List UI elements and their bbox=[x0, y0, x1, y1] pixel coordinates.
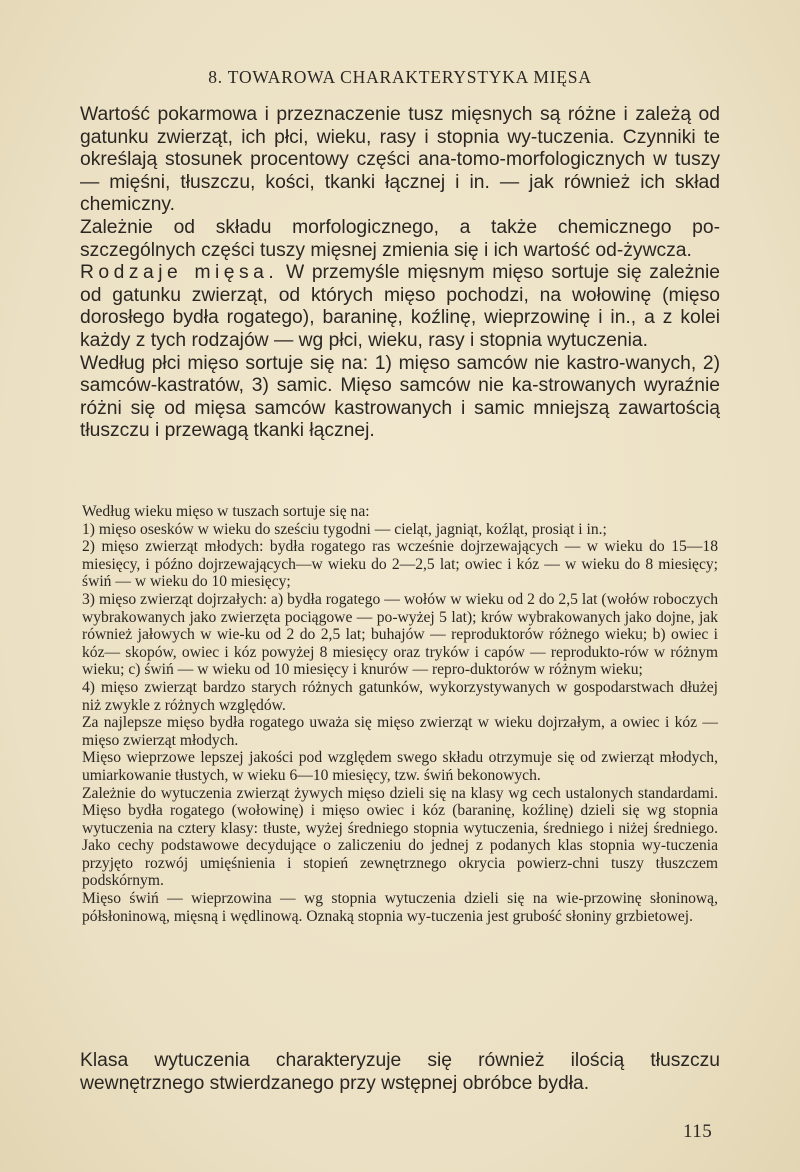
small-print-block bbox=[82, 503, 718, 925]
paragraph-fat-class: Klasa wytuczenia charakteryzuje się również ilością tłuszczu wewnętrznego stwierdzanego przy wstępnej obróbce bydła. bbox=[80, 1050, 720, 1094]
small-paragraph: Za najlepsze mięso bydła rogatego uważa się mięso zwierząt w wieku dojrzałym, a owiec i kóz — mięso zwierząt młodych. bbox=[82, 714, 718, 749]
small-paragraph: 1) mięso osesków w wieku do sześciu tygodni — cieląt, jagniąt, koźląt, prosiąt i in.; bbox=[82, 520, 607, 538]
paragraph-nutritional-value: Wartość pokarmowa i przeznaczenie tusz mięsnych są różne i zależą od gatunku zwierząt, ich płci, wieku, rasy i stopnia wy-tuczenia. Czynniki te określają stosunek procentowy części ana-tomo-morfologicznych w tuszy — mięśni, tłuszczu, kości, tkanki łącznej i in. — jak również ich skład chemiczny. bbox=[80, 104, 720, 216]
small-paragraph: Według wieku mięso w tuszach sortuje się na: bbox=[82, 503, 370, 520]
running-header: 8. TOWAROWA CHARAKTERYSTYKA MIĘSA bbox=[208, 67, 592, 87]
paragraph-meat-types bbox=[80, 262, 720, 352]
small-paragraph: Mięso wieprzowe lepszej jakości pod względem swego składu otrzymuje się od zwierząt młodych, umiarkowanie tłustych, w wieku 6—10 miesięcy, tzw. świń bekonowych. bbox=[82, 749, 718, 784]
small-paragraph: 4) mięso zwierząt bardzo starych różnych gatunków, wykorzystywanych w gospodarstwach dłużej niż zwykle z różnych względów. bbox=[82, 678, 718, 714]
body-text-bottom bbox=[80, 1050, 720, 1095]
paragraph-morphology: Zależnie od składu morfologicznego, a także chemicznego po-szczególnych części tuszy mięsnej zmienia się i ich wartość od-żywcza. bbox=[80, 216, 720, 261]
page-number: 115 bbox=[683, 1121, 713, 1142]
small-paragraph: 2) mięso zwierząt młodych: bydła rogatego ras wcześnie dojrzewających — w wieku do 15—18 miesięcy, i późno dojrzewających—w wieku do 2—2,5 lat; owiec i kóz — w wieku do 8 miesięcy; świń — w wieku do 10 miesięcy; bbox=[82, 538, 718, 591]
small-paragraph: Mięso świń — wieprzowina — wg stopnia wytuczenia dzieli się na wie-przowinę słoninową, półsłoninową, mięsną i wędlinową. Oznaką stopnia wy-tuczenia jest grubość słoniny grzbietowej. bbox=[82, 890, 718, 925]
paragraph-sex-sorting: Według płci mięso sortuje się na: 1) mięso samców nie kastro-wanych, 2) samców-kastratów, 3) samic. Mięso samców nie ka-strowanych wyraźnie różni się od mięsa samców kastrowanych i samic mniejszą zawartością tłuszczu i przewagą tkanki łącznej. bbox=[80, 352, 720, 442]
small-paragraph: Zależnie do wytuczenia zwierząt żywych mięso dzieli się na klasy wg cech ustalonych standardami. Mięso bydła rogatego (wołowinę) i mięso owiec i kóz (baraninę, koźlinę) dzieli się wg stopnia wytuczenia na cztery klasy: tłuste, wyżej średniego stopnia wytuczenia, średniego i niżej średniego. Jako cechy podstawowe decydujące o zaliczeniu do jednej z podanych klas stopnia wy-tuczenia przyjęto rozwój umięśnienia i stopień zewnętrznego okrycia powierz-chni tuszy tłuszczem podskórnym. bbox=[82, 784, 718, 890]
small-paragraph: 3) mięso zwierząt dojrzałych: a) bydła rogatego — wołów w wieku od 2 do 2,5 lat (wołów roboczych wybrakowanych jako zwierzęta pociągowe — po-wyżej 5 lat); krów wybrakowanych jako dojne, jak również jałowych w wie-ku od 2 do 2,5 lat; buhajów — reproduktorów różnego wieku; b) owiec i kóz— skopów, owiec i kóz powyżej 8 miesięcy oraz tryków i capów — reprodukto-rów w różnym wieku; c) świń — w wieku od 10 miesięcy i knurów — repro-duktorów w różnym wieku; bbox=[82, 590, 718, 679]
body-text-top bbox=[80, 104, 720, 443]
section-heading-spaced: Rodzaje mięsa. bbox=[80, 262, 279, 284]
meat-types-text: W przemyśle mięsnym mięso sortuje się zależnie od gatunku zwierząt, od których mięso pochodzi, na wołowinę (mięso dorosłego bydła rogatego), baraninę, koźlinę, wieprzowinę i in., a z kolei każdy z tych rodzajów — wg płci, wieku, rasy i stopnia wytuczenia. bbox=[80, 262, 721, 351]
